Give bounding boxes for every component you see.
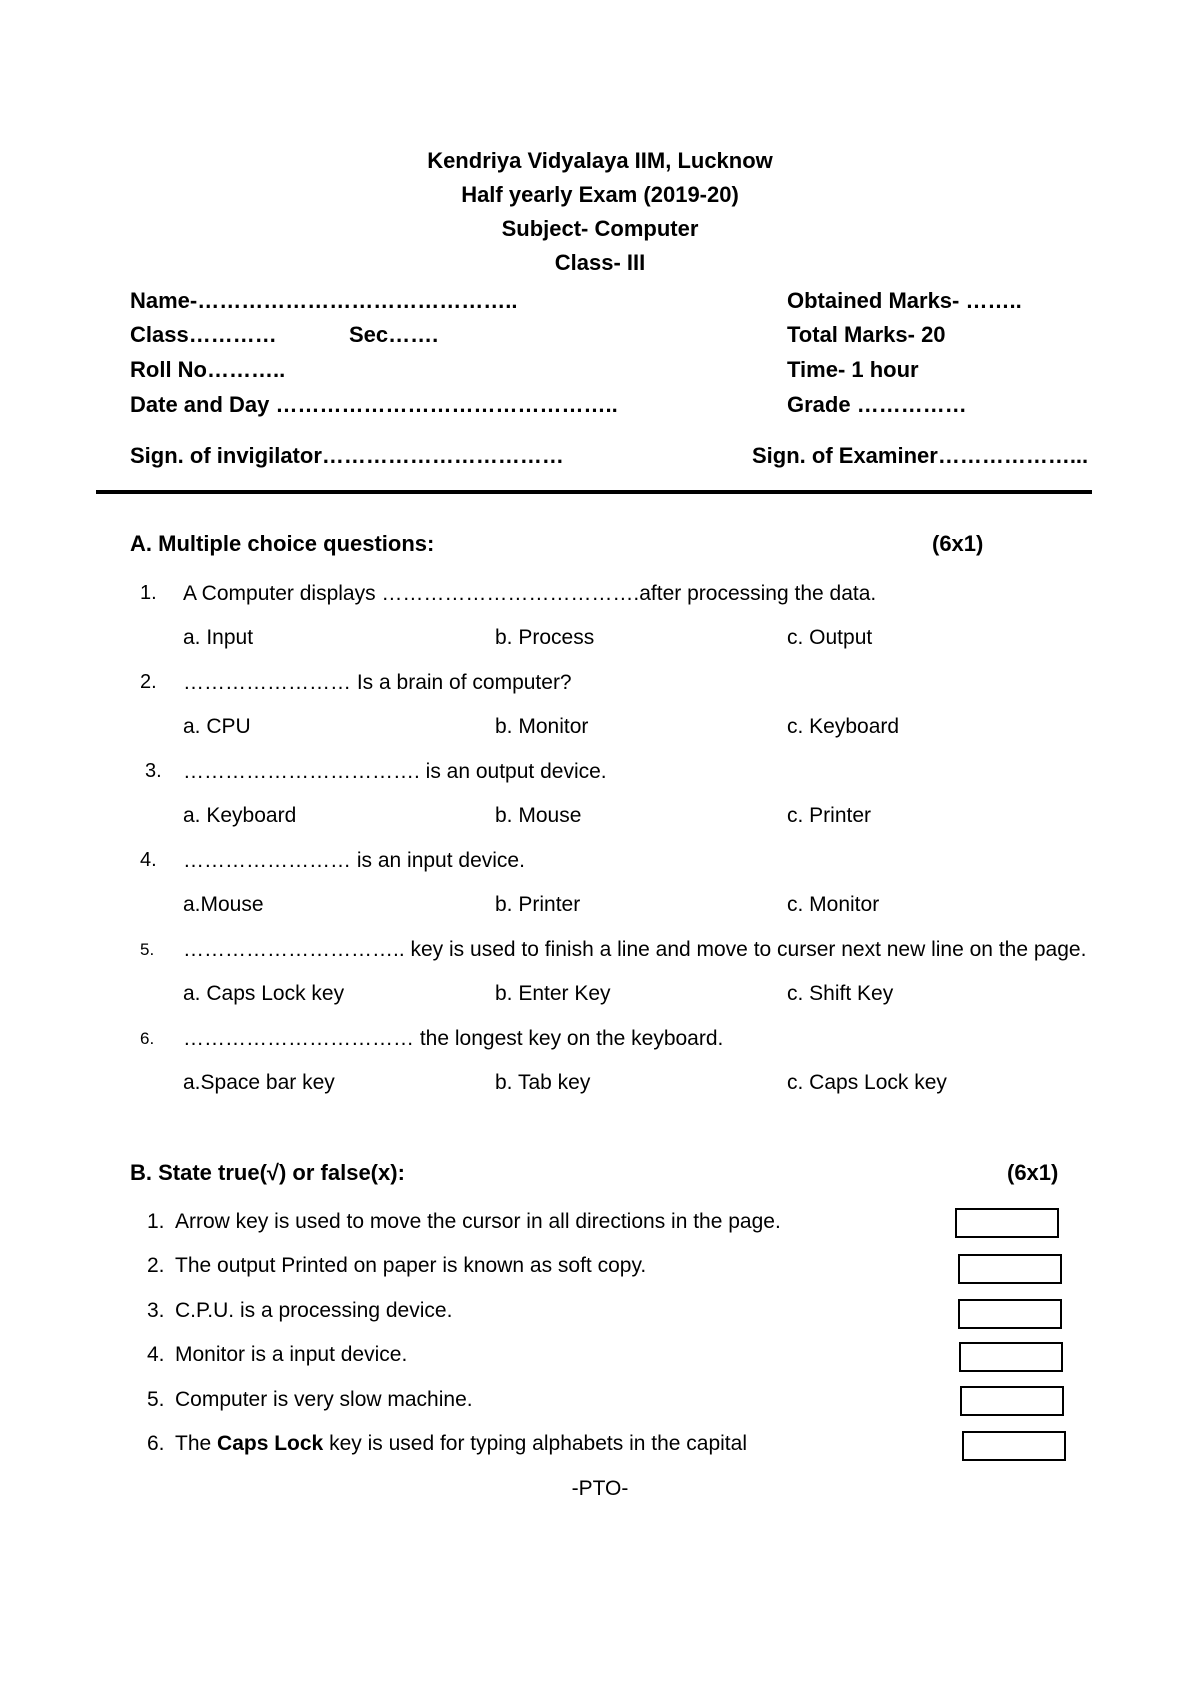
option-b: b. Mouse [495, 804, 582, 827]
caps-lock-key-term: Caps Lock [217, 1432, 324, 1455]
option-c: c. Caps Lock key [787, 1071, 947, 1094]
option-c: c. Printer [787, 804, 872, 827]
question-text: …………………… Is a brain of computer? [183, 671, 572, 694]
statement-number: 3. [147, 1299, 165, 1322]
answer-box[interactable] [960, 1386, 1064, 1416]
pto-marker: -PTO- [571, 1477, 629, 1500]
question-text: ………………………….. key is used to finish a line and move to curser next new line on the page. [183, 938, 1087, 961]
question-number: 2. [140, 671, 157, 693]
option-c: c. Monitor [787, 893, 880, 916]
statement-text: The output Printed on paper is known as soft copy. [175, 1254, 647, 1277]
option-a: a. Keyboard [183, 804, 297, 827]
option-b: b. Process [495, 626, 595, 649]
sec-field: Sec……. [349, 322, 439, 347]
answer-box[interactable] [955, 1208, 1059, 1238]
statement-text: Computer is very slow machine. [175, 1388, 473, 1411]
answer-box[interactable] [958, 1254, 1062, 1284]
subject-line: Subject- Computer [501, 216, 699, 241]
time-field: Time- 1 hour [787, 357, 919, 382]
section-b-title: B. State true(√) or false(x): [130, 1160, 405, 1185]
option-c: c. Keyboard [787, 715, 900, 738]
answer-box[interactable] [962, 1431, 1066, 1461]
statement-number: 2. [147, 1254, 165, 1277]
statement-text: Monitor is a input device. [175, 1343, 408, 1366]
statement-number: 5. [147, 1388, 165, 1411]
question-number: 4. [140, 849, 157, 871]
date-day-field: Date and Day ……………………………………….. [130, 392, 618, 417]
section-b-marks: (6x1) [1007, 1160, 1059, 1185]
question-number: 5. [140, 940, 155, 959]
option-c: c. Output [787, 626, 873, 649]
statement-number: 1. [147, 1210, 165, 1233]
section-a-marks: (6x1) [932, 531, 984, 556]
statement-text: Arrow key is used to move the cursor in all directions in the page. [175, 1210, 781, 1233]
option-b: b. Enter Key [495, 982, 611, 1005]
answer-box[interactable] [959, 1342, 1063, 1372]
statement-number: 6. [147, 1432, 165, 1455]
statement-text: C.P.U. is a processing device. [175, 1299, 453, 1322]
question-text: ……………………………. is an output device. [183, 760, 607, 783]
option-b: b. Tab key [495, 1071, 591, 1094]
grade-field: Grade …………… [787, 392, 967, 417]
header-divider [96, 490, 1092, 494]
statement-text-end: key is used for typing alphabets in the capital [323, 1432, 747, 1455]
option-c: c. Shift Key [787, 982, 894, 1005]
question-number: 6. [140, 1029, 155, 1048]
question-number: 1. [140, 582, 157, 604]
question-text: …………………… is an input device. [183, 849, 525, 872]
question-text: …………………………… the longest key on the keyboard. [183, 1027, 724, 1050]
total-marks-field: Total Marks- 20 [787, 322, 946, 347]
option-b: b. Monitor [495, 715, 589, 738]
class-field: Class………… [130, 322, 277, 347]
option-a: a.Mouse [183, 893, 264, 916]
exam-title: Half yearly Exam (2019-20) [461, 182, 739, 207]
obtained-marks-field: Obtained Marks- …….. [787, 288, 1022, 313]
statement-text-start: The [175, 1432, 218, 1455]
section-a-title: A. Multiple choice questions: [130, 531, 435, 556]
roll-no-field: Roll No……….. [130, 357, 286, 382]
question-text: A Computer displays ……………………………….after processing the data. [183, 582, 877, 605]
question-number: 3. [145, 760, 162, 782]
school-name: Kendriya Vidyalaya IIM, Lucknow [427, 148, 773, 173]
name-field: Name-…………………………………….. [130, 288, 518, 313]
answer-box[interactable] [958, 1299, 1062, 1329]
option-b: b. Printer [495, 893, 581, 916]
option-a: a. Input [183, 626, 254, 649]
option-a: a.Space bar key [183, 1071, 335, 1094]
statement-number: 4. [147, 1343, 165, 1366]
option-a: a. CPU [183, 715, 251, 738]
statement-text [175, 1432, 747, 1456]
examiner-signature-field: Sign. of Examiner………………... [752, 443, 1089, 468]
invigilator-signature-field: Sign. of invigilator…………………………… [130, 443, 564, 468]
class-line: Class- III [554, 250, 646, 275]
option-a: a. Caps Lock key [183, 982, 345, 1005]
